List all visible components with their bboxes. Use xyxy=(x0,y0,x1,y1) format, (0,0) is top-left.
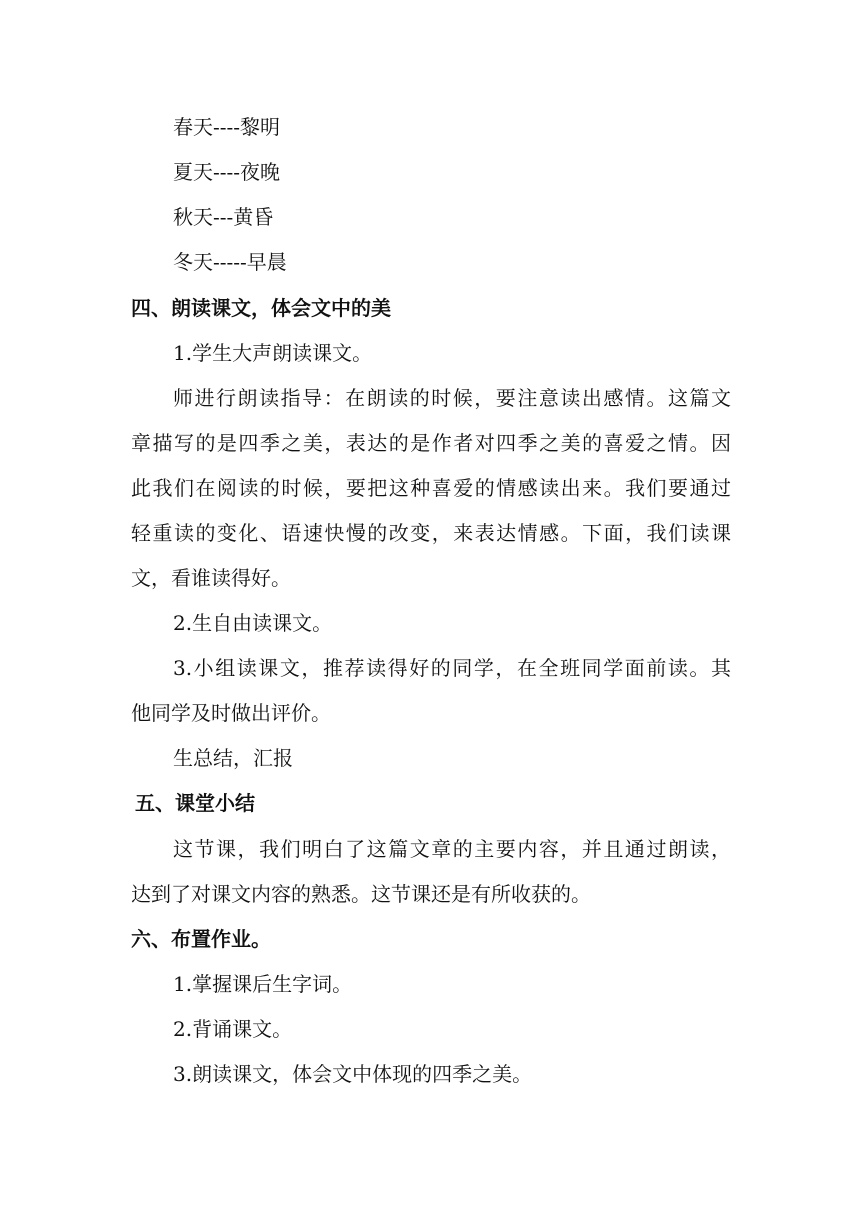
section-heading-5: 五、课堂小结 xyxy=(135,791,255,815)
list-item-homework-1: 1.掌握课后生字词。 xyxy=(173,972,353,996)
list-item-homework-3: 3.朗读课文，体会文中体现的四季之美。 xyxy=(173,1062,533,1086)
section-heading-6: 六、布置作业。 xyxy=(131,927,271,951)
list-item-group-read-cont: 他同学及时做出评价。 xyxy=(131,701,331,725)
paragraph-line: 章描写的是四季之美，表达的是作者对四季之美的喜爱之情。因 xyxy=(131,431,731,455)
list-item-free-read: 2.生自由读课文。 xyxy=(173,611,333,635)
paragraph-line: 师进行朗读指导：在朗读的时候，要注意读出感情。这篇文 xyxy=(173,386,731,410)
season-line-winter: 冬天-----早晨 xyxy=(173,250,287,274)
paragraph-line: 此我们在阅读的时候，要把这种喜爱的情感读出来。我们要通过 xyxy=(131,476,731,500)
paragraph-line: 轻重读的变化、语速快慢的改变，来表达情感。下面，我们读课 xyxy=(131,521,731,545)
list-item-homework-2: 2.背诵课文。 xyxy=(173,1017,293,1041)
season-line-spring: 春天----黎明 xyxy=(173,115,281,139)
season-line-summer: 夏天----夜晚 xyxy=(173,160,281,184)
paragraph-line: 达到了对课文内容的熟悉。这节课还是有所收获的。 xyxy=(131,882,591,906)
summary-note: 生总结，汇报 xyxy=(173,746,293,770)
list-item-read-aloud: 1.学生大声朗读课文。 xyxy=(173,341,373,365)
section-heading-4: 四、朗读课文，体会文中的美 xyxy=(131,296,391,320)
season-line-autumn: 秋天---黄昏 xyxy=(173,205,274,229)
paragraph-line: 这节课，我们明白了这篇文章的主要内容，并且通过朗读， xyxy=(173,837,731,861)
paragraph-line: 文，看谁读得好。 xyxy=(131,566,291,590)
list-item-group-read: 3.小组读课文，推荐读得好的同学，在全班同学面前读。其 xyxy=(173,656,731,680)
